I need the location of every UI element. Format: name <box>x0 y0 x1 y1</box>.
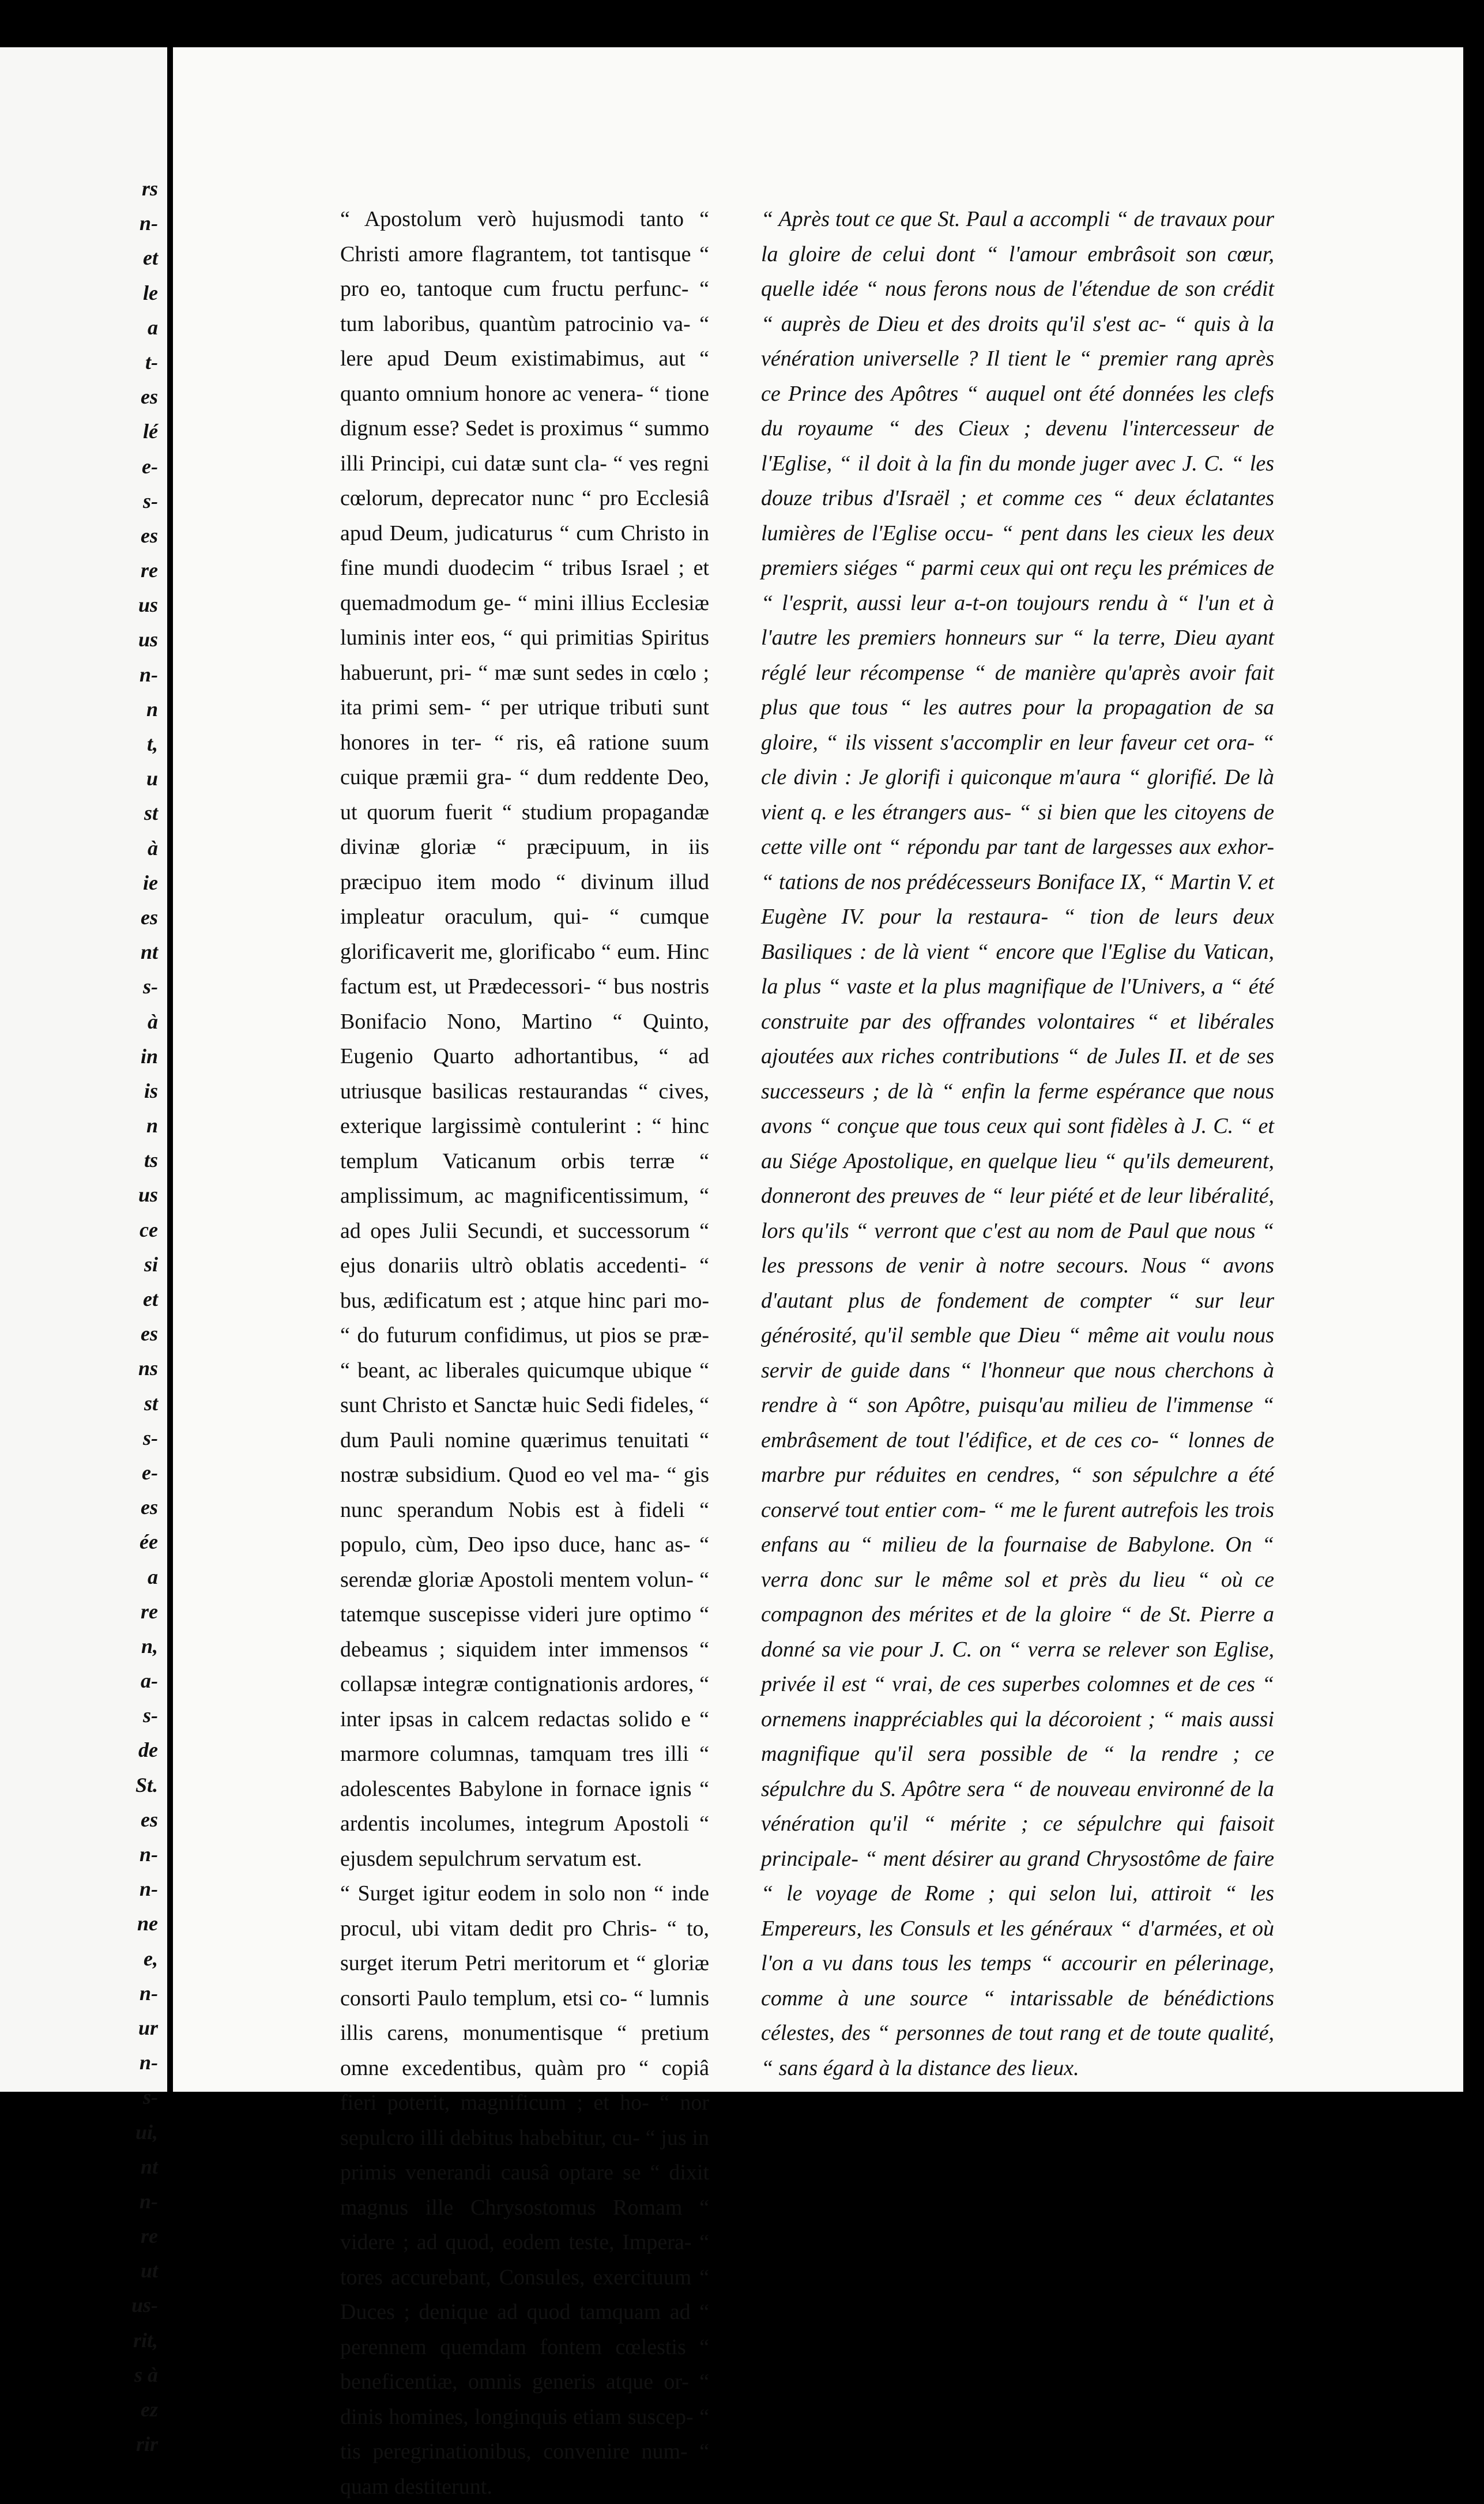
margin-fragment: u <box>146 767 158 790</box>
margin-fragment: n, <box>141 1634 158 1658</box>
margin-fragment: t, <box>146 732 158 755</box>
margin-fragment: es <box>141 1322 158 1346</box>
margin-fragment: is <box>144 1079 158 1102</box>
margin-fragment: lé <box>143 420 158 443</box>
margin-fragment: ce <box>140 1218 158 1241</box>
latin-paragraph-2: “ Surget igitur eodem in solo non “ inde procul, ubi vitam dedit pro Chris- “ to, surget iterum Petri meritorum et “ gloriæ consorti Paulo templum, etsi co- “ lumnis illis carens, monumentisque “ pretium omne excedentibus, quàm pro “ copiâ fieri poterit, magnificum ; et ho- “ nor sepulcro illi debitus habebitur, cu- “ jus in primis venerandi causâ optare se “ dixit magnus ille Chrysostomus Romam “ videre ; ad quod, eodem teste, Impera- “ tores accurebant, Consules, exercituum “ Duces ; denique ad quod tamquam ad “ perennem quemdam fontem cœlestis “ beneficentiæ, omnis generis atque or- “ dinis homines, longinquis etiam suscep- “ tis peregrinationibus, convenire num- “ quam destiterunt. <box>340 1881 709 2499</box>
margin-fragment: es <box>141 385 158 409</box>
margin-fragment: re <box>141 2224 158 2248</box>
margin-fragment: us <box>138 628 158 652</box>
margin-fragment: ne <box>137 1912 158 1936</box>
margin-fragment: us <box>138 593 158 617</box>
margin-fragment: n- <box>139 2189 158 2213</box>
margin-fragment: rit, <box>133 2328 158 2352</box>
margin-fragment: es <box>141 905 158 929</box>
margin-fragment: à <box>148 1010 158 1033</box>
margin-fragment: à <box>148 836 158 860</box>
margin-fragment: ui, <box>135 2120 158 2144</box>
margin-fragment: e, <box>144 1946 158 1970</box>
margin-fragment: a- <box>141 1669 158 1693</box>
margin-fragment: st <box>144 1391 158 1415</box>
margin-fragment: et <box>143 246 158 270</box>
margin-fragment: nt <box>140 2155 158 2178</box>
margin-fragment: ns <box>138 1357 158 1380</box>
margin-fragment: ur <box>138 2016 158 2039</box>
margin-fragment: n <box>146 697 158 721</box>
margin-fragment: et <box>143 1287 158 1311</box>
margin-fragment: ez <box>141 2398 158 2421</box>
margin-fragment: t- <box>145 350 158 374</box>
margin-fragment: s- <box>143 489 158 513</box>
margin-fragment: ie <box>143 871 158 894</box>
french-column <box>761 202 1274 2085</box>
margin-fragment: n- <box>139 212 158 235</box>
margin-fragment: s- <box>143 1426 158 1449</box>
margin-fragment: ée <box>140 1530 158 1554</box>
margin-fragment: s- <box>143 975 158 999</box>
margin-fragment: n- <box>139 2051 158 2074</box>
margin-fragment: us <box>138 1183 158 1207</box>
margin-fragment: a <box>148 1565 158 1588</box>
latin-paragraph-1: “ Apostolum verò hujusmodi tanto “ Christi amore flagrantem, tot tantisque “ pro eo, tantoque cum fructu perfunc- “ tum laboribus, quantùm patrocinio va- “ lere apud Deum existimabimus, aut “ quanto omnium honore ac venera- “ tione dignum esse? Sedet is proximus “ summo illi Principi, cui datæ sunt cla- “ ves regni cœlorum, deprecator nunc “ pro Ecclesiâ apud Deum, judicaturus “ cum Christo in fine mundi duodecim “ tribus Israel ; et quemadmodum ge- “ mini illius Ecclesiæ luminis inter eos, “ qui primitias Spiritus habuerunt, pri- “ mæ sunt sedes in cœlo ; ita primi sem- “ per utrique tributi sunt honores in ter- “ ris, eâ ratione suum cuique præmii gra- “ dum reddente Deo, ut quorum fuerit “ studium propagandæ divinæ gloriæ “ præcipuum, in iis præcipuo item modo “ divinum illud impleatur oraculum, qui- “ cumque glorificaverit me, glorificabo “ eum. Hinc factum est, ut Prædecessori- “ bus nostris Bonifacio Nono, Martino “ Quinto, Eugenio Quarto adhortantibus, “ ad utriusque basilicas restaurandas “ cives, exterique largissimè contulerint : “ hinc templum Vaticanum orbis terræ “ amplissimum, ac magnificentissimum, “ ad opes Julii Secundi, et successorum “ ejus donariis ultrò oblatis accedenti- “ bus, ædificatum est ; atque hinc pari mo- “ do futurum confidimus, ut pios se præ- “ beant, ac liberales quicumque ubique “ sunt Christo et Sanctæ huic Sedi fideles, “ dum Pauli nomine quærimus tenuitati “ nostræ subsidium. Quod eo vel ma- “ gis nunc sperandum Nobis est à fideli “ populo, cùm, Deo ipso duce, hanc as- “ serendæ gloriæ Apostoli mentem volun- “ tatemque suscepisse videri jure optimo “ debeamus ; siquidem inter immensos “ collapsæ integræ contignationis ardores, “ inter ipsas in calcem redactas solido e “ marmore columnas, tamquam tres illi “ adolescentes Babylone in fornace ignis “ ardentis incolumes, integrum Apostoli “ ejusdem sepulchrum servatum est. <box>340 207 709 1871</box>
margin-fragment: s- <box>143 2085 158 2109</box>
document-page <box>173 47 1463 2499</box>
margin-fragment: n <box>146 1114 158 1138</box>
margin-fragment: in <box>140 1044 158 1068</box>
margin-fragment: nt <box>140 940 158 964</box>
margin-fragment: us- <box>131 2294 158 2317</box>
margin-fragment: st <box>144 801 158 825</box>
french-paragraph-1: “ Après tout ce que St. Paul a accompli “ de travaux pour la gloire de celui dont “ l'amour embrâsoit son cœur, quelle idée “ nous ferons nous de l'étendue de son crédit “ auprès de Dieu et des droits qu'il s'est ac- “ quis à la vénération universelle ? Il tient le “ premier rang après ce Prince des Apôtres “ auquel ont été données les clefs du royaume “ des Cieux ; devenu l'intercesseur de l'Eglise, “ il doit à la fin du monde juger avec J. C. “ les douze tribus d'Israël ; et comme ces “ deux éclatantes lumières de l'Eglise occu- “ pent dans les cieux les deux premiers siéges “ parmi ceux qui ont reçu les prémices de “ l'esprit, aussi leur a-t-on toujours rendu à “ l'un et à l'autre les premiers honneurs sur “ la terre, Dieu ayant réglé leur récompense “ de manière qu'après avoir fait plus que tous “ les autres pour la propagation de sa gloire, “ ils vissent s'accomplir en leur faveur cet ora- “ cle divin : Je glorifi i quiconque m'aura “ glorifié. De là vient q. e les étrangers aus- “ si bien que les citoyens de cette ville ont “ répondu par tant de largesses aux exhor- “ tations de nos prédécesseurs Boniface IX, “ Martin V. et Eugène IV. pour la restaura- “ tion de leurs deux Basiliques : de là vient “ encore que l'Eglise du Vatican, la plus “ vaste et la plus magnifique de l'Univers, a “ été construite par des offrandes volontaires “ et libérales ajoutées aux riches contributions “ de Jules II. et de ses successeurs ; de là “ enfin la ferme espérance que nous avons “ conçue que tous ceux qui sont fidèles à J. C. “ et au Siége Apostolique, en quelque lieu “ qu'ils demeurent, donneront des preuves de “ leur piété et de leur libéralité, lors qu'ils “ verront que c'est au nom de Paul que nous “ les pressons de venir à notre secours. Nous “ avons d'autant plus de fondement de compter “ sur leur générosité, qu'il semble que Dieu “ même ait voulu nous servir de guide dans “ l'honneur que nous cherchons à rendre à “ son Apôtre, puisqu'au milieu de l'immense “ embrâsement de tout l'édifice, et de ces co- “ lonnes de marbre pur réduites en cendres, “ son sépulchre a été conservé tout entier com- “ me le furent autrefois les trois enfans au “ milieu de la fournaise de Babylone. On “ verra donc sur le même sol et près du lieu “ où ce compagnon des mérites et de la gloire “ de St. Pierre a donné sa vie pour J. C. on “ verra se relever son Eglise, privée il est “ vrai, de ces superbes colomnes et de ces “ ornemens inappréciables qui la décoroient ; “ mais aussi magnifique qu'il sera possible de “ la rendre ; ce sépulchre du S. Apôtre sera “ de nouveau environné de la vénération qu'il “ mérite ; ce sépulchre qui faisoit principale- “ ment désirer au grand Chrysostôme de faire “ le voyage de Rome ; qui selon lui, attiroit “ les Empereurs, les Consuls et les généraux “ d'armées, et où l'on a vu dans tous les temps “ accourir en pélerinage, comme à une source “ intarissable de bénédictions célestes, des “ personnes de tout rang et de toute qualité, “ sans égard à la distance des lieux. <box>761 207 1274 2080</box>
margin-fragment: de <box>138 1738 158 1762</box>
margin-fragment: n- <box>139 1843 158 1866</box>
margin-fragment: rs <box>141 177 158 200</box>
left-margin-fragments <box>83 171 158 2461</box>
latin-column <box>340 202 709 2504</box>
margin-fragment: a <box>148 315 158 339</box>
margin-fragment: es <box>141 1808 158 1831</box>
margin-fragment: ts <box>144 1149 158 1172</box>
margin-fragment: St. <box>135 1773 158 1797</box>
previous-page-edge <box>0 47 167 2456</box>
margin-fragment: ut <box>140 2259 158 2283</box>
margin-fragment: n- <box>139 1877 158 1901</box>
margin-fragment: e- <box>142 1460 158 1484</box>
margin-fragment: re <box>141 559 158 582</box>
margin-fragment: es <box>141 524 158 547</box>
margin-fragment: s- <box>143 1704 158 1727</box>
margin-fragment: e- <box>142 454 158 478</box>
margin-fragment: rir <box>135 2433 158 2456</box>
margin-fragment: re <box>141 1599 158 1623</box>
margin-fragment: n- <box>139 662 158 686</box>
margin-fragment: s à <box>134 2363 158 2386</box>
margin-fragment: le <box>143 281 158 304</box>
margin-fragment: es <box>141 1496 158 1519</box>
margin-fragment: si <box>144 1252 158 1276</box>
margin-fragment: n- <box>139 1981 158 2005</box>
